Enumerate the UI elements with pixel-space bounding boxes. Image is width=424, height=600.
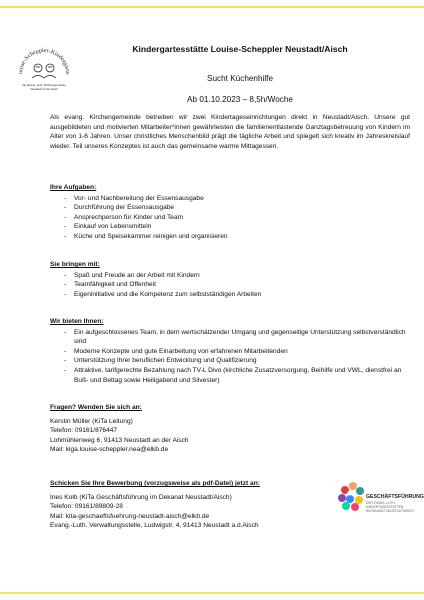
list-item: - Einkauf von Lebensmitteln: [50, 222, 410, 232]
application-phone: Telefon: 09161/89809-28: [50, 503, 123, 511]
offers-heading: Wir bieten Ihnen:: [50, 318, 104, 325]
contact-email[interactable]: Mail: kiga.louise-scheppler.nea@elkb.de: [50, 446, 169, 454]
svg-text:Neustadt an der Aisch: Neustadt an der Aisch: [30, 87, 58, 91]
page-title: Kindergartesstätte Louise-Scheppler Neustadt/Aisch: [132, 44, 348, 54]
list-item: - Teamfähigkeit und Offenheit: [50, 280, 410, 290]
contact-phone: Telefon: 09161/876447: [50, 427, 118, 435]
contact-address: Lohmühlenweg 6, 91413 Neustadt an der Aisch: [50, 436, 189, 444]
list-item: - Eigeninitiative und die Kompetenz zum selbstständigen Arbeiten: [50, 290, 410, 300]
tasks-list: [50, 194, 410, 242]
list-item: - Attraktive, tarifgerechte Bezahlung nach TV-L Divo (kirchliche Zusatzversorgung, Beihilfe und VWL, dienstfrei an Buß- und Bettag sowie Heiligabend und Silvester): [50, 366, 410, 385]
start-date-hours: Ab 01.10.2023 – 8,5h/Woche: [187, 95, 293, 104]
list-item: - Ein aufgeschlossenes Team, in dem wertschätzender Umgang und gegenseitige Unterstützung selbstverständlich sind: [50, 328, 410, 347]
top-border-line: [0, 6, 424, 8]
offers-list: [50, 328, 410, 386]
gf-sub-line-1: DER EVANG.-LUTH.: [366, 501, 396, 505]
svg-text:der Evang.-Luth. Kirchengemein: der Evang.-Luth. Kirchengemeinde: [22, 83, 66, 87]
application-address: Evang.-Luth. Verwaltungsstelle, Ludwigstr. 4, 91413 Neustadt a.d.Aisch: [50, 522, 259, 530]
requirements-heading: Sie bringen mit:: [50, 261, 100, 268]
svg-text:Louise-Scheppler-Kindergarten: ouise-Scheppler-Kindergarte: [17, 47, 71, 75]
application-heading: Schicken Sie Ihre Bewerbung (vorzugsweise als pdf-Datei) jetzt an:: [50, 480, 260, 487]
gf-logo-title: GESCHÄFTSFÜHRUNG: [366, 494, 424, 500]
list-item: - Küche und Speisekammer reinigen und organisieren: [50, 232, 410, 242]
list-item: - Vor- und Nachbereitung der Essensausgabe: [50, 194, 410, 204]
gf-sub-line-2: KINDERTAGESSTÄTTEN: [366, 505, 404, 509]
tasks-heading: Ihre Aufgaben:: [50, 184, 97, 191]
list-item: - Durchführung der Essensausgabe: [50, 203, 410, 213]
list-item: - Unterstützung Ihrer beruflichen Entwicklung und Qualifizierung: [50, 356, 410, 366]
header: [80, 44, 400, 104]
requirements-list: [50, 271, 410, 300]
questions-heading: Fragen? Wenden Sie sich an:: [50, 404, 142, 411]
questions-section: [50, 403, 410, 455]
job-title: Sucht Küchenhilfe: [207, 74, 273, 83]
gf-sub-line-3: IM DEKANAT NEUSTADT/AISCH: [366, 509, 414, 513]
application-contact-name: Ines Kolb (KiTa Geschäftsführung im Dekanat Neustadt/Aisch): [50, 493, 232, 501]
tasks-section: [50, 183, 410, 242]
intro-paragraph: Als evang. Kirchengemeinde betreiben wir zwei Kindertageseinrichtungen direkt in Neustadt/Aisch. Unsere gut ausgebildeten und motivierten Mitarbeiter*innen gewährleisten die familienentlastende Ganztagsbetreuung von Kindern im Alter von 1-6 Jahren. Unser christliches Menschenbild prägt die tägliche Arbeit und spiegelt sich kreativ im Jahreskreislauf wieder. Teil unseres Konzeptes ist auch das gemeinsame warme Mittagessen.: [50, 114, 410, 150]
list-item: - Spaß und Freude an der Arbeit mit Kindern: [50, 271, 410, 281]
contact-name: Kerstin Müller (KiTa Leitung): [50, 417, 133, 425]
requirements-section: [50, 260, 410, 299]
gf-logo-subtitle: [366, 501, 414, 513]
list-item: - Ansprechperson für Kinder und Team: [50, 213, 410, 223]
kindergarten-logo: [14, 40, 74, 96]
application-email[interactable]: Mail: kita-geschaeftsfuehrung-neustadt-aisch@elkb.de: [50, 512, 210, 520]
offers-section: [50, 317, 410, 385]
list-item: - Moderne Konzepte und gute Einarbeitung von erfahrenen Mitarbeitenden: [50, 347, 410, 357]
bottom-border-line: [0, 592, 424, 594]
